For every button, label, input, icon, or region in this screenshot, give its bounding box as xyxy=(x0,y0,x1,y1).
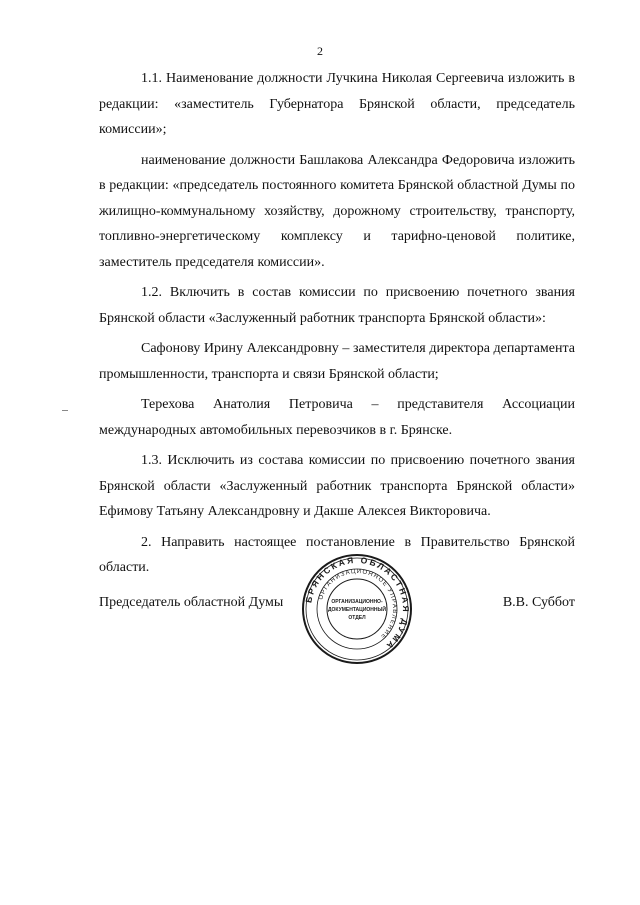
paragraph-safonova: Сафонову Ирину Александровну – заместителя директора департамента промышленности, транспорта и связи Брянской области; xyxy=(99,341,575,382)
paragraph-1-1: 1.1. Наименование должности Лучкина Николая Сергеевича изложить в редакции: «заместитель Губернатора Брянской области, председатель комиссии»; xyxy=(99,71,575,137)
official-seal-icon xyxy=(301,553,413,665)
signatory-name: В.В. Суббот xyxy=(502,595,575,610)
seal-inner-line-2: ДОКУМЕНТАЦИОННЫЙ xyxy=(327,607,387,613)
seal-outer-text: БРЯНСКАЯ ОБЛАСТНАЯ ДУМА xyxy=(303,554,412,653)
paragraph-1-3: 1.3. Исключить из состава комиссии по присвоению почетного звания Брянской области «Заслуженный работник транспорта Брянской области» Ефимову Татьяну Александровну и Дакше Алексея Викторовича. xyxy=(99,453,575,519)
margin-mark xyxy=(62,410,68,411)
seal-inner-line-1: ОРГАНИЗАЦИОННО- xyxy=(331,599,383,605)
paragraph-terekhov: Терехова Анатолия Петровича – представителя Ассоциации международных автомобильных перевозчиков в г. Брянске. xyxy=(99,397,575,438)
page-number: 2 xyxy=(317,44,323,58)
signature-block xyxy=(99,553,575,665)
seal-middle-text: ОРГАНИЗАЦИОННОЕ УПРАВЛЕНИЕ xyxy=(318,568,398,640)
paragraph-bashlakov: наименование должности Башлакова Александра Федоровича изложить в редакции: «председатель постоянного комитета Брянской областной Думы по жилищно-коммунальному хозяйству, дорожному строительству, транспорту, топливно-энергетическому комплексу и тарифно-ценовой политике, заместитель председателя комиссии». xyxy=(99,152,575,270)
seal-inner-line-3: ОТДЕЛ xyxy=(348,615,366,621)
document-body xyxy=(99,66,575,581)
paragraph-2: 2. Направить настоящее постановление в Правительство Брянской области. xyxy=(99,534,575,575)
signatory-title: Председатель областной Думы xyxy=(99,595,284,610)
paragraph-1-2: 1.2. Включить в состав комиссии по присвоению почетного звания Брянской области «Заслуженный работник транспорта Брянской области»: xyxy=(99,285,575,326)
